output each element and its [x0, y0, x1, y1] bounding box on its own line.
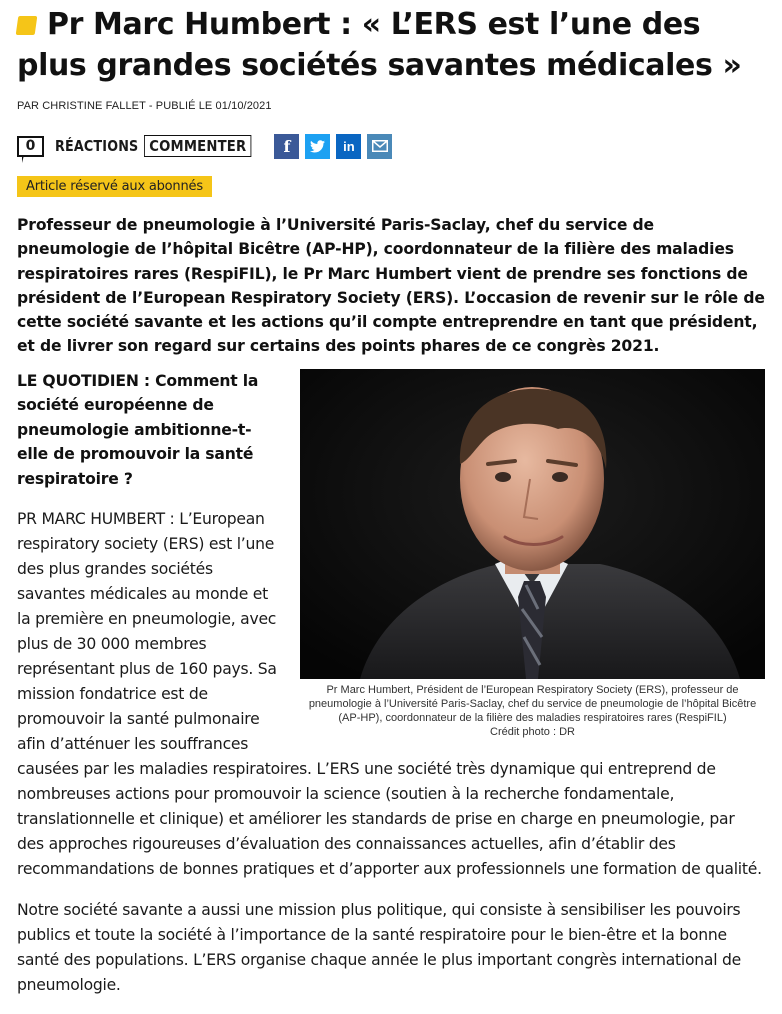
- article-photo-figure: [300, 369, 765, 739]
- share-buttons: [274, 134, 392, 159]
- linkedin-share-button[interactable]: [336, 134, 361, 159]
- page-title: Pr Marc Humbert : « L’ERS est l’une des plus grandes sociétés savantes médicales »: [17, 7, 742, 83]
- twitter-share-button[interactable]: [305, 134, 330, 159]
- email-icon: [372, 140, 388, 152]
- article-lead: Professeur de pneumologie à l’Université Paris-Saclay, chef du service de pneumologie de l’hôpital Bicêtre (AP-HP), coordonnateur de la filière des maladies respiratoires rares (RespiFIL), le Pr Marc Humbert vient de prendre ses fonctions de président de l’European Respiratory Society (ERS). L’occasion de revenir sur le rôle de cette société savante et les actions qu’il compte entreprendre en tant que président, et de livrer son regard sur certains des points phares de ce congrès 2021.: [17, 216, 765, 356]
- article: [17, 0, 765, 1014]
- photo-credit: Crédit photo : DR: [490, 725, 575, 738]
- reactions-count-badge[interactable]: 0: [17, 136, 44, 157]
- linkedin-icon: in: [343, 138, 355, 154]
- interview-answer: PR MARC HUMBERT : L’European respiratory society (ERS) est l’une des plus grandes sociétés savantes médicales au monde et la première en pneumologie, avec plus de 30 000 membres représentant plus de 160 pays. Sa mission fondatrice est de promouvoir la santé pulmonaire afin d’atténuer les souffrances causées par les maladies respiratoires. L’ERS une société très dynamique qui entreprend de nombreuses actions pour promouvoir la science (soutien à la recherche fondamentale, translationnelle et clinique) et améliorer les standards de prise en charge en pneumologie, par des approches rigoureuses d’évaluation des connaissances actuelles, afin d’établir des recommandations de bonnes pratiques et d’apporter aux professionnels une formation de qualité.: [17, 510, 762, 879]
- article-paragraph: Notre société savante a aussi une mission plus politique, qui consiste à sensibiliser les pouvoirs publics et toute la société à l’importance de la santé respiratoire pour le bien-être et la bonne santé des populations. L’ERS organise chaque année le plus important congrès international de pneumologie.: [17, 901, 742, 995]
- byline: PAR CHRISTINE FALLET - PUBLIÉ LE 01/10/2021: [17, 100, 272, 112]
- subscriber-badge: Article réservé aux abonnés: [17, 176, 212, 197]
- comment-button[interactable]: COMMENTER: [144, 135, 252, 157]
- facebook-share-button[interactable]: [274, 134, 299, 159]
- reactions-label[interactable]: RÉACTIONS: [55, 137, 139, 155]
- title-marker-icon: [16, 16, 38, 35]
- twitter-icon: [310, 140, 325, 153]
- article-body: [17, 369, 765, 999]
- interview-question: LE QUOTIDIEN : Comment la société européenne de pneumologie ambitionne-t-elle de promouvoir la santé respiratoire ?: [17, 371, 259, 488]
- title-block: [17, 4, 765, 86]
- facebook-icon: f: [283, 136, 291, 156]
- email-share-button[interactable]: [367, 134, 392, 159]
- portrait-photo: [300, 369, 765, 679]
- social-bar: [17, 132, 765, 160]
- photo-caption: Pr Marc Humbert, Président de l’European Respiratory Society (ERS), professeur de pneumologie à l’Université Paris-Saclay, chef du service de pneumologie de l’hôpital Bicêtre (AP-HP), coordonnateur de la filière des maladies respiratoires rares (RespiFIL): [308, 683, 757, 724]
